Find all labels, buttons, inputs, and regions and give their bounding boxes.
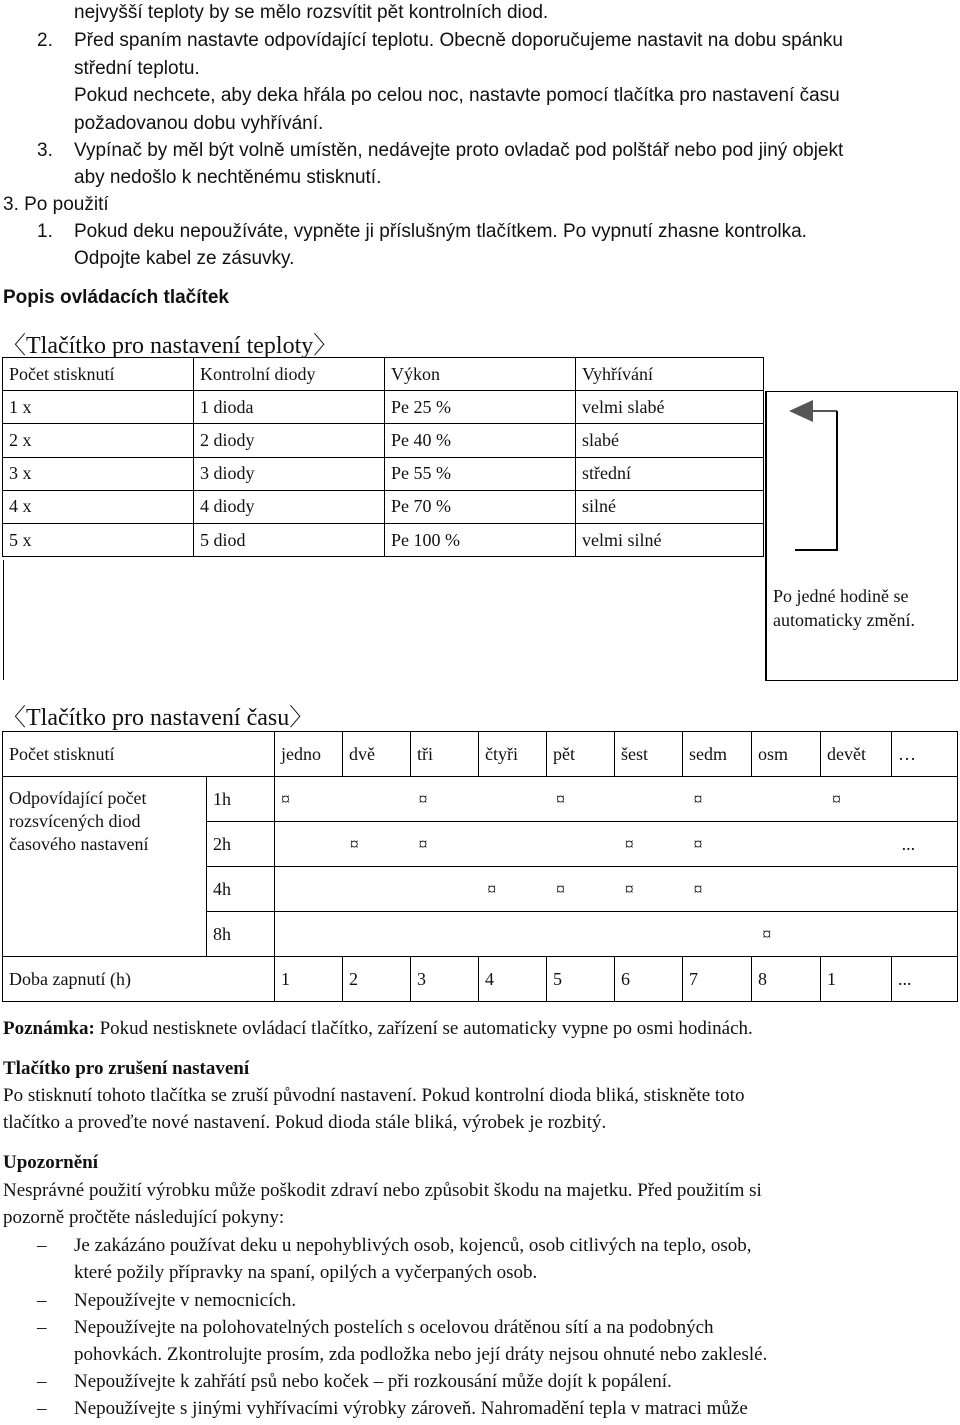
duration-cell: 7 xyxy=(683,957,752,1002)
press-count-label: Počet stisknutí xyxy=(3,732,275,777)
diode-mark xyxy=(481,924,550,945)
table-cell: velmi silné xyxy=(576,523,764,556)
diode-mark xyxy=(481,834,550,855)
diode-mark xyxy=(619,924,688,945)
reset-line2: tlačítko a proveďte nové nastavení. Pokud dioda stále bliká, výrobek je rozbitý. xyxy=(3,1112,607,1133)
note-label: Poznámka: xyxy=(3,1018,95,1039)
table-row xyxy=(3,490,764,523)
table-header-row xyxy=(3,358,764,391)
mark-row xyxy=(275,867,958,912)
table-cell: Pe 70 % xyxy=(385,490,576,523)
table-left-border xyxy=(3,560,4,680)
table-cell: Pe 40 % xyxy=(385,424,576,457)
diode-label-line3: časového nastavení xyxy=(9,834,149,854)
diode-mark: ¤ xyxy=(624,833,634,854)
press-count-cell: jedno xyxy=(275,732,343,777)
table-cell: slabé xyxy=(576,424,764,457)
table-cell: velmi slabé xyxy=(576,391,764,424)
diode-mark xyxy=(275,924,344,945)
item2-line1: Před spaním nastavte odpovídající teplotu. Obecně doporučujeme nastavit na dobu spánku xyxy=(74,30,843,51)
table-row xyxy=(3,523,764,556)
bullet-dash: – xyxy=(37,1235,47,1256)
table-cell: 3 diody xyxy=(194,457,385,490)
diode-mark: ¤ xyxy=(762,923,772,944)
diode-mark xyxy=(344,789,413,810)
duration-cell: ... xyxy=(892,957,958,1002)
table-cell: 5 diod xyxy=(194,523,385,556)
table-cell: 1 x xyxy=(3,391,194,424)
warning-bullet2: Nepoužívejte v nemocnicích. xyxy=(74,1290,297,1311)
warning-bullet1-line1: Je zakázáno používat deku u nepohyblivých osob, kojenců, osob citlivých na teplo, osob, xyxy=(74,1235,752,1256)
diode-mark xyxy=(619,789,688,810)
duration-cell: 4 xyxy=(479,957,547,1002)
temp-section-heading: 〈Tlačítko pro nastavení teploty〉 xyxy=(2,333,338,359)
press-count-cell: devět xyxy=(821,732,892,777)
table-cell: 4 x xyxy=(3,490,194,523)
press-count-row xyxy=(3,732,958,777)
bullet-dash: – xyxy=(37,1317,47,1338)
diode-mark: ¤ xyxy=(693,878,703,899)
diode-mark: ¤ xyxy=(281,788,291,809)
warning-bullet5: Nepoužívejte s jinými vyhřívacími výrobky zároveň. Nahromadění tepla v matraci může xyxy=(74,1398,748,1419)
diode-mark: ... xyxy=(901,833,916,854)
note-paragraph xyxy=(3,1018,753,1040)
after-use-item1-line1: Pokud deku nepoužíváte, vypněte ji příslušným tlačítkem. Po vypnutí zhasne kontrolka. xyxy=(74,221,807,242)
diode-mark xyxy=(275,879,344,900)
diode-mark: ¤ xyxy=(556,878,566,899)
warning-bullet1-line2: které požily přípravky na spaní, opilých a vyčerpaných osob. xyxy=(74,1262,538,1283)
diode-mark xyxy=(275,834,344,855)
press-count-cell: tři xyxy=(411,732,479,777)
duration-row xyxy=(3,957,958,1002)
table-cell: 1 dioda xyxy=(194,391,385,424)
table-header-cell: Počet stisknutí xyxy=(3,358,194,391)
diode-mark xyxy=(344,924,413,945)
bullet-dash: – xyxy=(37,1398,47,1419)
diode-mark: ¤ xyxy=(624,878,634,899)
diode-mark xyxy=(826,834,896,855)
warning-line2: pozorně pročtěte následující pokyny: xyxy=(3,1207,285,1228)
reset-line1: Po stisknutí tohoto tlačítka se zruší původní nastavení. Pokud kontrolní dioda bliká, stiskněte toto xyxy=(3,1085,745,1106)
table-cell: 4 diody xyxy=(194,490,385,523)
diode-mark: ¤ xyxy=(487,878,497,899)
duration-cell: 2 xyxy=(343,957,411,1002)
item3-number: 3. xyxy=(37,140,53,161)
diode-mark xyxy=(756,879,826,900)
diode-mark xyxy=(550,834,619,855)
item2-line3: Pokud nechcete, aby deka hřála po celou noc, nastavte pomocí tlačítka pro nastavení času xyxy=(74,85,840,106)
warning-bullet3-line1: Nepoužívejte na polohovatelných postelích s ocelovou drátěnou sítí a na podobných xyxy=(74,1317,714,1338)
mark-row xyxy=(275,777,958,822)
item2-line4: požadovanou dobu vyhřívání. xyxy=(74,113,324,134)
press-count-cell: pět xyxy=(547,732,615,777)
duration-cell: 5 xyxy=(547,957,615,1002)
diode-mark: ¤ xyxy=(556,788,566,809)
diode-mark: ¤ xyxy=(418,833,428,854)
table-cell: Pe 55 % xyxy=(385,457,576,490)
diode-mark xyxy=(413,879,482,900)
reset-heading: Tlačítko pro zrušení nastavení xyxy=(3,1058,250,1079)
diode-mark: ¤ xyxy=(349,833,359,854)
after-use-item1-number: 1. xyxy=(37,221,53,242)
after-use-item1-line2: Odpojte kabel ze zásuvky. xyxy=(74,248,295,269)
intro-line1: nejvyšší teploty by se mělo rozsvítit pět kontrolních diod. xyxy=(74,2,549,23)
diode-mark xyxy=(688,924,757,945)
note-text: Pokud nestisknete ovládací tlačítko, zařízení se automaticky vypne po osmi hodinách. xyxy=(94,1018,753,1039)
diode-mark: ¤ xyxy=(693,833,703,854)
press-count-cell: sedm xyxy=(683,732,752,777)
diode-mark: ¤ xyxy=(693,788,703,809)
press-count-cell: čtyři xyxy=(479,732,547,777)
table-header-cell: Vyhřívání xyxy=(576,358,764,391)
diode-mark xyxy=(550,924,619,945)
diode-label-line1: Odpovídající počet xyxy=(9,788,147,808)
duration-cell: 3 xyxy=(411,957,479,1002)
side-note-line1: Po jedné hodině se xyxy=(773,586,909,606)
table-header-cell: Kontrolní diody xyxy=(194,358,385,391)
duration-label: Doba zapnutí (h) xyxy=(3,957,275,1002)
diode-mark xyxy=(756,834,826,855)
table-row xyxy=(3,424,764,457)
item2-line2: střední teplotu. xyxy=(74,58,200,79)
hour-label: 1h xyxy=(207,777,275,822)
table-cell: Pe 25 % xyxy=(385,391,576,424)
mark-row xyxy=(275,912,958,957)
diode-mark xyxy=(826,924,896,945)
press-count-cell: osm xyxy=(752,732,821,777)
time-table xyxy=(2,731,958,1002)
duration-cell: 1 xyxy=(275,957,343,1002)
diode-row-1h xyxy=(3,777,958,822)
table-cell: 5 x xyxy=(3,523,194,556)
diode-mark xyxy=(344,879,413,900)
hour-label: 4h xyxy=(207,867,275,912)
warning-heading: Upozornění xyxy=(3,1152,98,1173)
item2-number: 2. xyxy=(37,30,53,51)
mark-row xyxy=(275,822,958,867)
bullet-dash: – xyxy=(37,1371,47,1392)
diode-mark xyxy=(756,789,826,810)
bullet-dash: – xyxy=(37,1290,47,1311)
diode-mark xyxy=(413,924,482,945)
warning-bullet4: Nepoužívejte k zahřátí psů nebo koček – při rozkousání může dojít k popálení. xyxy=(74,1371,672,1392)
controls-heading: Popis ovládacích tlačítek xyxy=(3,287,229,308)
table-cell: 2 x xyxy=(3,424,194,457)
diode-mark xyxy=(481,789,550,810)
time-section-heading: 〈Tlačítko pro nastavení času〉 xyxy=(2,705,314,731)
duration-cell: 6 xyxy=(615,957,683,1002)
diode-mark xyxy=(896,789,957,810)
table-cell: 2 diody xyxy=(194,424,385,457)
diode-label xyxy=(3,777,207,957)
table-row xyxy=(3,391,764,424)
hour-label: 2h xyxy=(207,822,275,867)
hour-label: 8h xyxy=(207,912,275,957)
section-after-use: 3. Po použití xyxy=(3,194,109,215)
diode-label-line2: rozsvícených diod xyxy=(9,811,141,831)
cycle-arrow-icon xyxy=(767,392,957,572)
temperature-table xyxy=(2,357,764,557)
table-header-cell: Výkon xyxy=(385,358,576,391)
table-cell: 3 x xyxy=(3,457,194,490)
diode-mark xyxy=(896,879,957,900)
table-cell: Pe 100 % xyxy=(385,523,576,556)
warning-bullet3-line2: pohovkách. Zkontrolujte prosím, zda podložka nebo její dráty nejsou ohnuté nebo zakleslé. xyxy=(74,1344,768,1365)
item3-line2: aby nedošlo k nechtěnému stisknutí. xyxy=(74,167,382,188)
diode-mark: ¤ xyxy=(418,788,428,809)
side-note-line2: automaticky změní. xyxy=(773,610,915,630)
diode-mark xyxy=(826,879,896,900)
auto-change-box xyxy=(765,391,958,681)
diode-mark xyxy=(896,924,957,945)
duration-cell: 1 xyxy=(821,957,892,1002)
warning-line1: Nesprávné použití výrobku může poškodit zdraví nebo způsobit škodu na majetku. Před použitím si xyxy=(3,1180,762,1201)
table-cell: silné xyxy=(576,490,764,523)
table-cell: střední xyxy=(576,457,764,490)
duration-cell: 8 xyxy=(752,957,821,1002)
diode-mark: ¤ xyxy=(831,788,841,809)
table-row xyxy=(3,457,764,490)
press-count-cell: šest xyxy=(615,732,683,777)
item3-line1: Vypínač by měl být volně umístěn, nedávejte proto ovladač pod polštář nebo pod jiný objekt xyxy=(74,140,844,161)
press-count-cell: … xyxy=(892,732,958,777)
press-count-cell: dvě xyxy=(343,732,411,777)
